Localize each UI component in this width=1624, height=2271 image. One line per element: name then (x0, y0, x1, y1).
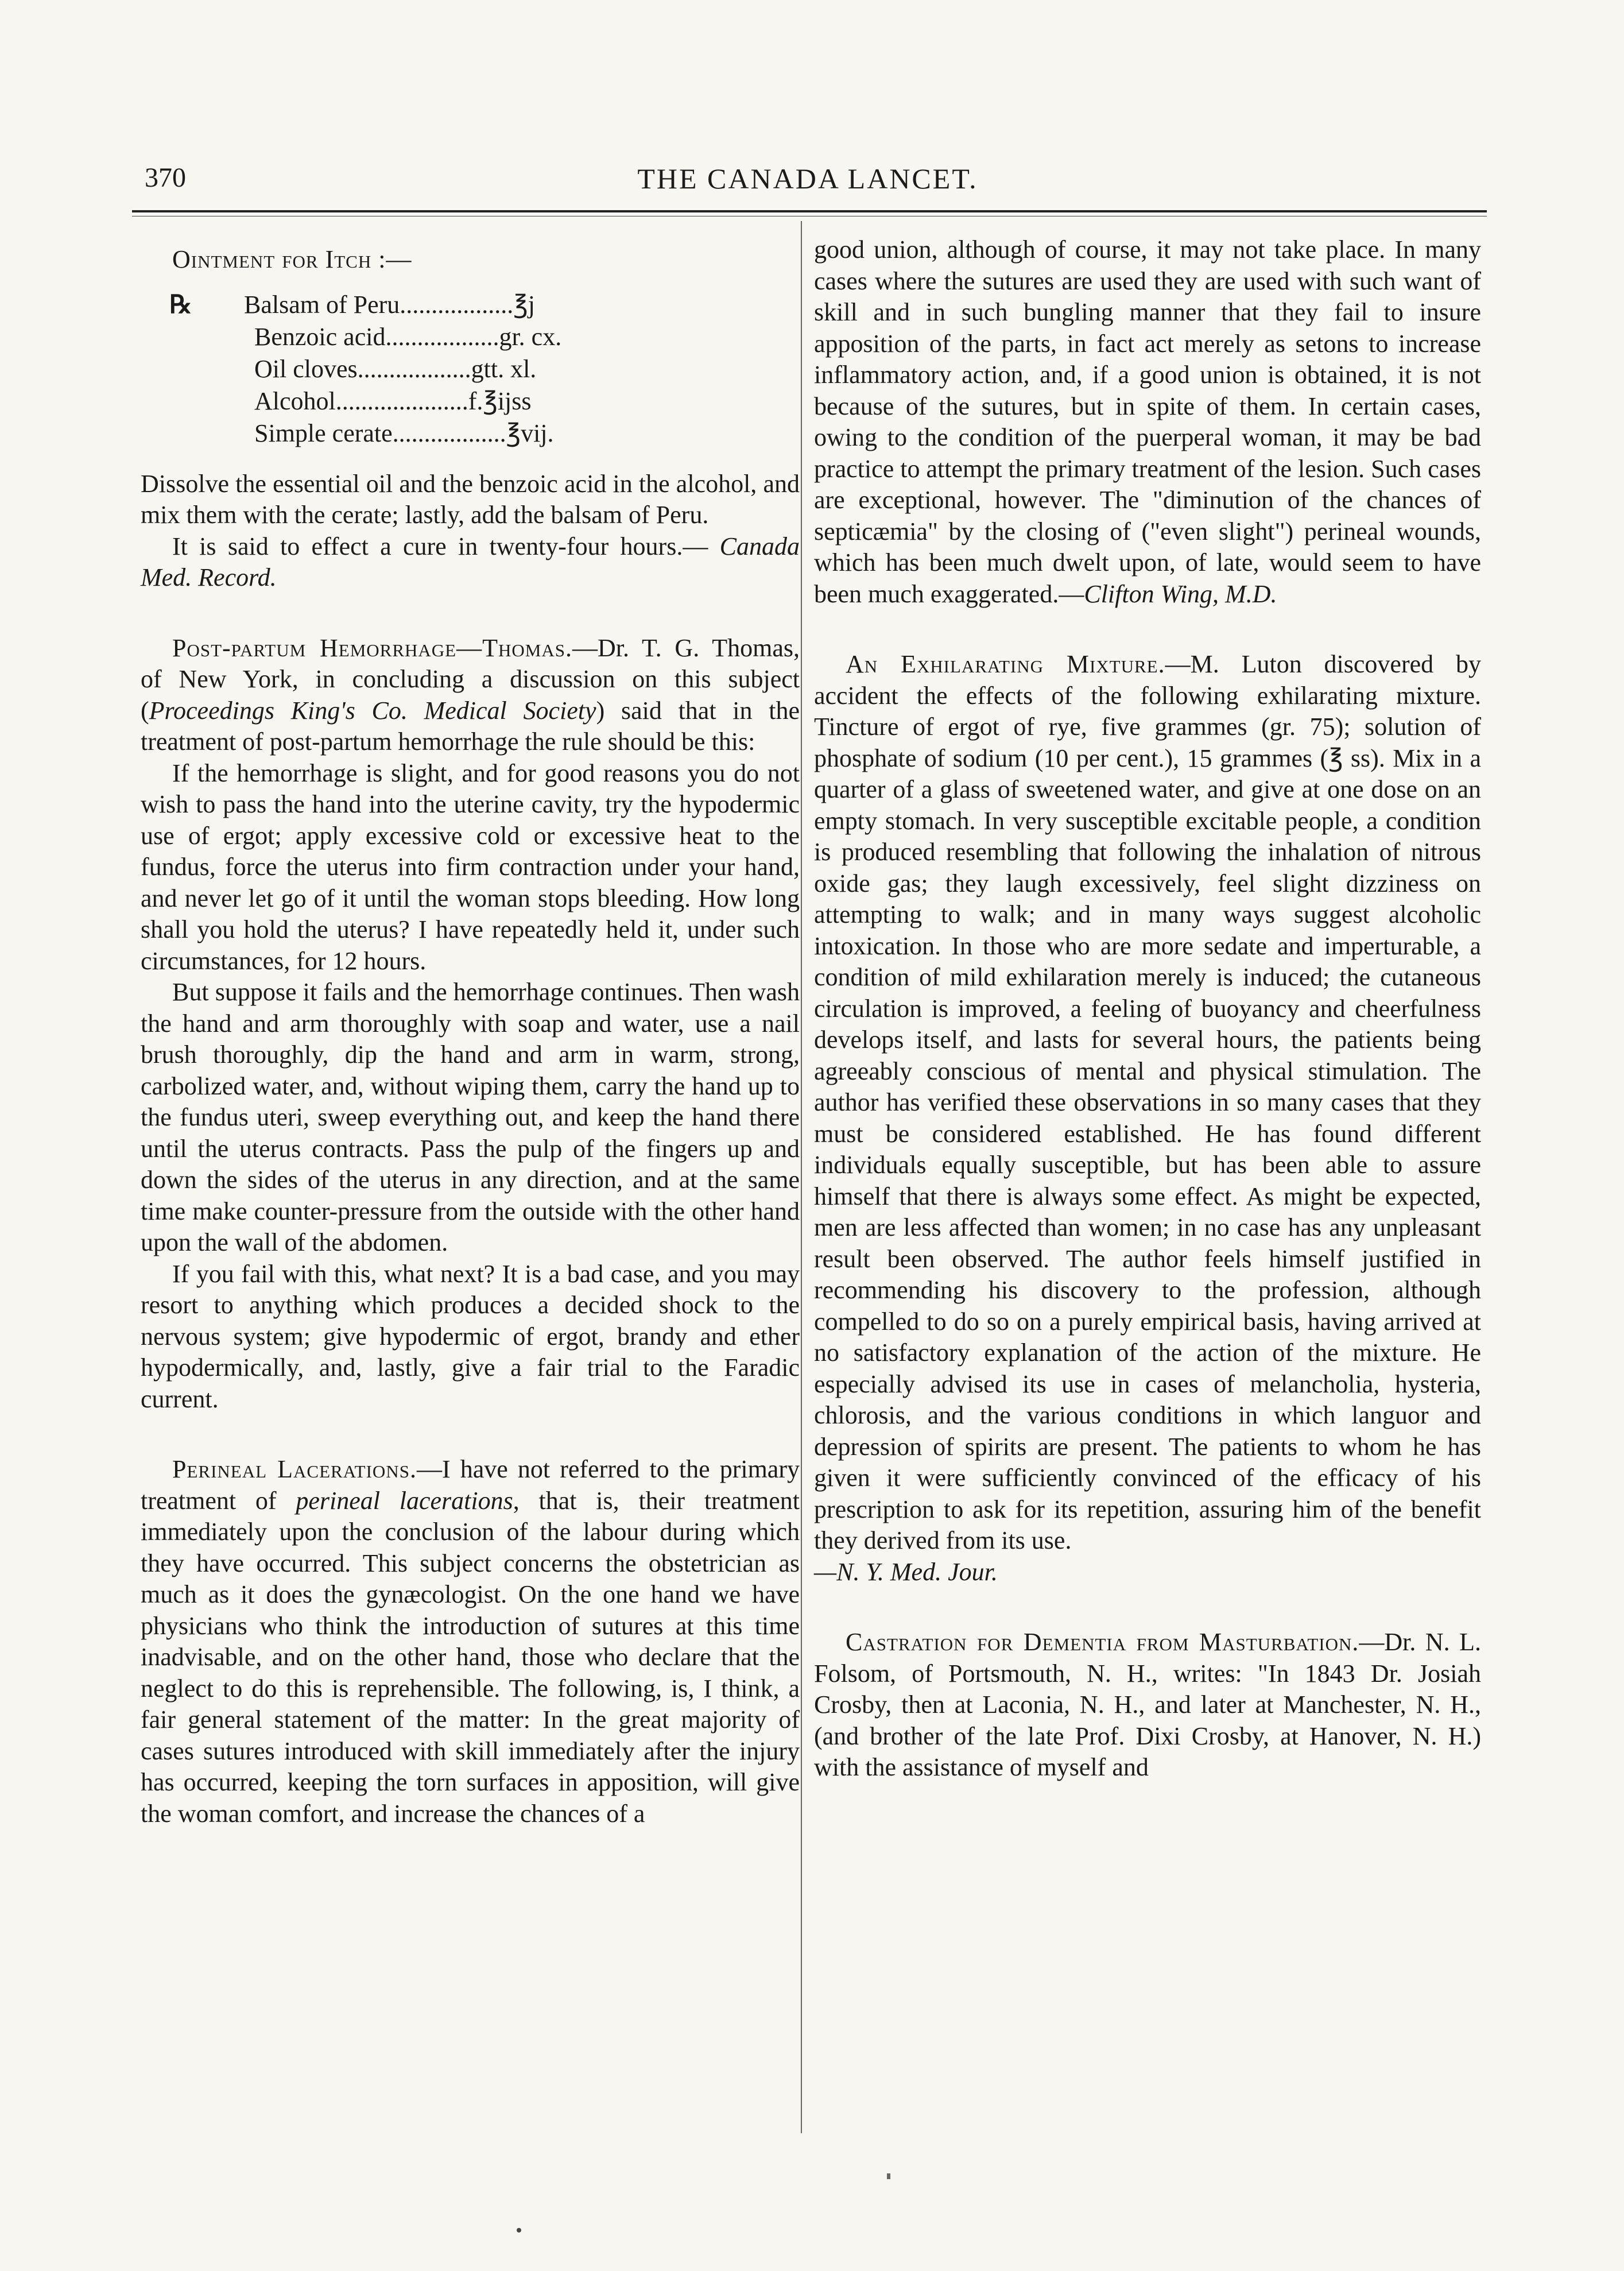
column-divider (801, 221, 802, 2133)
perineal-text: —I have not referred to the primary treatment of (141, 1455, 800, 1515)
perineal-text-rest: , that is, their treatment immediately upon the conclusion of the labour during which they have occurred. This subject concerns the obstetrician as much as it does the gynæcologist. On the one hand we have physicians who think the introduction of sutures at this time inadvisable, and on the other hand, those who declare that the neglect to do this is reprehensible. The following, is, I think, a fair general statement of the matter: In the great majority of cases sutures introduced with skill immediately after the injury has occurred, keeping the torn surfaces in apposition, will give the woman comfort, and increase the chances of a (141, 1486, 800, 1828)
left-column (141, 244, 800, 1829)
post-partum-heading: Post-partum Hemorrhage—Thomas. (172, 633, 572, 662)
journal-title: THE CANADA LANCET. (637, 163, 978, 195)
print-speck (887, 2173, 890, 2179)
ointment-source: Canada Med. Record. (141, 532, 800, 591)
post-partum-intro (141, 633, 800, 758)
ointment-directions: Dissolve the essential oil and the benzoic acid in the alcohol, and mix them with the cerate; lastly, add the balsam of Peru. (141, 469, 800, 529)
print-speck (517, 2228, 521, 2233)
ointment-effect-paragraph (141, 531, 800, 594)
perineal-source: Clifton Wing, M.D. (1084, 579, 1277, 608)
castration-paragraph (814, 1627, 1481, 1783)
post-partum-intro-rest: ) said that in the treatment of post-partum hemorrhage the rule should be this: (141, 696, 800, 756)
page-number: 370 (145, 163, 186, 193)
post-partum-citation: Proceedings King's Co. Medical Society (149, 696, 596, 725)
page-header (145, 162, 1471, 202)
ingredient-list (244, 289, 784, 450)
perineal-heading: Perineal Lacerations. (172, 1455, 417, 1483)
castration-heading: Castration for Dementia from Masturbation. (846, 1628, 1359, 1656)
ingredient-item: Oil cloves..................gtt. xl. (254, 354, 537, 383)
ingredient-item: Balsam of Peru..................℥j (244, 290, 535, 319)
section-gap (814, 610, 1481, 649)
exhilarating-text: —M. Luton discovered by accident the effects of the following exhilarating mixture. Tincture of ergot of rye, five grammes (gr. 75); solution of phosphate of sodium (10 per cent.), 15 grammes (℥ ss). Mix in a quarter of a glass of sweetened water, and give at one dose on an empty stomach. In very susceptible excitable people, a condition is produced resembling that following the inhalation of nitrous oxide gas; they laugh excessively, feel slight dizziness on attempting to walk; and in many ways suggest alcoholic intoxication. In those who are more sedate and imperturable, a condition of mild exhilaration merely is induced; the cutaneous circulation is improved, a feeling of buoyancy and cheerfulness develops itself, and lasts for several hours, the patients being agreeably conscious of mental and physical stimulation. The author has verified these observations in so many cases that they must be considered established. He has found different individuals equally susceptible, but has been able to assure himself that there is always some effect. As might be expected, men are less affected than women; in no case has any unpleasant result been observed. The author feels himself justified in recommending his discovery to the profession, although compelled to do so on a purely empirical basis, having arrived at no satisfactory explanation of the action of the mixture. He especially advised its use in cases of melancholia, hysteria, chlorosis, and the various conditions in which languor and depression of spirits are present. The patients to whom he has given it were sufficiently convinced of the efficacy of his prescription to ask for its repetition, assuring him of the benefit they derived from its use. (814, 650, 1481, 1554)
section-gap (814, 1588, 1481, 1627)
exhilarating-heading: An Exhilarating Mixture. (846, 650, 1165, 678)
post-partum-intro-text: —Dr. T. G. Thomas, of New York, in concluding a discussion on this subject ( (141, 633, 800, 725)
right-column (814, 234, 1481, 1783)
perineal-continuation-text: good union, although of course, it may not take place. In many cases where the sutures are used they are used with such want of skill and in such bungling manner that they fail to insure apposition of the parts, in fact act merely as setons to increase inflammatory action, and, if a good union is obtained, it is not because of the sutures, but in spite of them. In certain cases, owing to the condition of the puerperal woman, it may be bad practice to attempt the primary treatment of the lesion. Such cases are exceptional, however. The "diminution of the chances of septicæmia" by the closing of ("even slight") perineal wounds, which has been much dwelt upon, of late, would seem to have been much exaggerated.— (814, 235, 1481, 608)
exhilarating-source: —N. Y. Med. Jour. (814, 1557, 998, 1586)
castration-text: —Dr. N. L. Folsom, of Portsmouth, N. H., writes: "In 1843 Dr. Josiah Crosby, then at Laconia, N. H., and later at Manchester, N. H., (and brother of the late Prof. Dixi Crosby, at Hanover, N. H.) with the assistance of myself and (814, 1628, 1482, 1781)
prescription-block (141, 289, 800, 462)
perineal-emphasis: perineal lacerations (296, 1486, 513, 1515)
post-partum-paragraph: If you fail with this, what next? It is a bad case, and you may resort to anything which produces a decided shock to the nervous system; give hypodermic of ergot, brandy and ether hypodermically, and, lastly, give a fair trial to the Faradic current. (141, 1259, 800, 1413)
ointment-effect: It is said to effect a cure in twenty-four hours.— (172, 532, 708, 560)
post-partum-paragraph: If the hemorrhage is slight, and for good reasons you do not wish to pass the hand into the uterine cavity, try the hypodermic use of ergot; apply excessive cold or excessive heat to the fundus, force the uterus into firm contraction under your hand, and never let go of it until the woman stops bleeding. How long shall you hold the uterus? I have repeatedly held it, under such circumstances, for 12 hours. (141, 759, 800, 975)
ingredient-item: Simple cerate..................℥vij. (254, 419, 554, 447)
section-gap (141, 594, 800, 633)
perineal-paragraph (141, 1454, 800, 1829)
ingredient-item: Alcohol.....................f.℥ijss (254, 386, 532, 415)
perineal-continuation (814, 234, 1481, 610)
post-partum-paragraph: But suppose it fails and the hemorrhage continues. Then wash the hand and arm thoroughly with soap and water, use a nail brush thoroughly, dip the hand and arm in warm, strong, carbolized water, and, without wiping them, carry the hand up to the fundus uteri, sweep everything out, and keep the hand there until the uterus contracts. Pass the pulp of the fingers up and down the sides of the uterus in any direction, and at the same time make counter-pressure from the outside with the other hand upon the wall of the abdomen. (141, 978, 800, 1256)
section-gap (141, 1415, 800, 1454)
ingredient-item: Benzoic acid..................gr. cx. (254, 322, 562, 351)
ointment-heading: Ointment for Itch :— (172, 245, 412, 273)
header-rule (132, 210, 1487, 212)
rx-icon: ℞ (169, 290, 192, 319)
exhilarating-paragraph (814, 649, 1481, 1557)
